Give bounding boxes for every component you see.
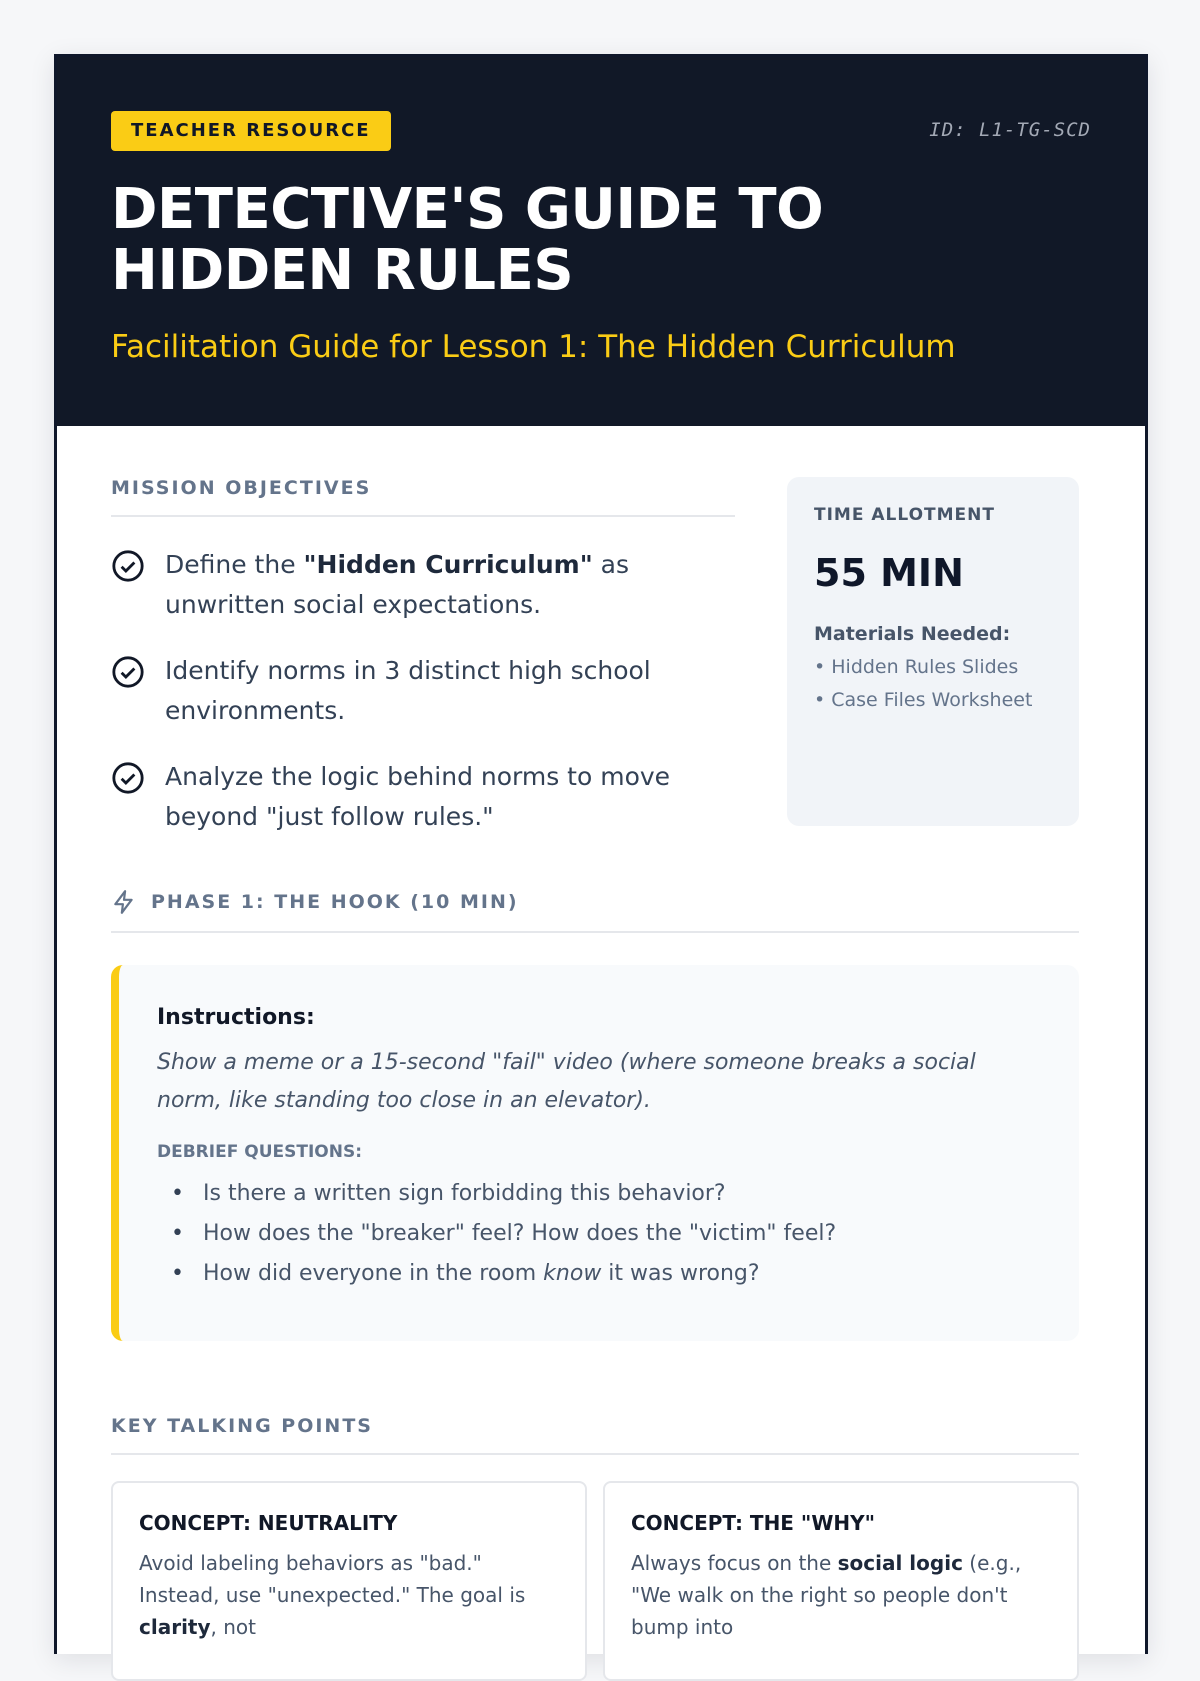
objective-item (111, 651, 735, 731)
check-circle-icon (111, 761, 145, 795)
concept-body (139, 1547, 559, 1643)
objective-text: Identify norms in 3 distinct high school environments. (165, 656, 651, 725)
concept-text-suffix: (e.g., "We walk on the right so people don't bump into (631, 1551, 1022, 1639)
question-emphasis: know (543, 1261, 602, 1286)
concept-card-why (603, 1481, 1079, 1681)
objectives-list (111, 545, 735, 837)
debrief-questions-list (157, 1174, 1041, 1294)
concept-text-suffix: , not (210, 1615, 256, 1639)
concept-keyword: clarity (139, 1615, 211, 1639)
instructions-text: Show a meme or a 15-second "fail" video (where someone breaks a social norm, like standing too close in an elevator). (157, 1050, 976, 1113)
concept-keyword: social logic (837, 1551, 963, 1575)
objective-text: Analyze the logic behind norms to move beyond "just follow rules." (165, 762, 671, 831)
question-prefix: How did everyone in the room (203, 1261, 544, 1286)
debrief-question: • Is there a written sign forbidding this behavior? (157, 1174, 1041, 1214)
instructions-heading: Instructions: (157, 1005, 315, 1030)
phase1-title: PHASE 1: THE HOOK (10 MIN) (151, 891, 519, 913)
objective-text-suffix: as unwritten social expectations. (165, 550, 630, 619)
check-circle-icon (111, 655, 145, 689)
objectives-section (111, 477, 735, 863)
time-allotment-box (787, 477, 1079, 826)
title-line-1: DETECTIVE'S GUIDE TO (111, 177, 824, 242)
objective-item (111, 545, 735, 625)
debrief-question: • How does the "breaker" feel? How does the "victim" feel? (157, 1214, 1041, 1254)
header-banner (57, 57, 1145, 426)
objectives-heading: MISSION OBJECTIVES (111, 477, 735, 517)
material-item: • Hidden Rules Slides (814, 656, 1019, 678)
debrief-heading: DEBRIEF QUESTIONS: (157, 1142, 362, 1162)
objective-item (111, 757, 735, 837)
teacher-resource-badge: TEACHER RESOURCE (111, 111, 391, 151)
document-id: ID: L1-TG-SCD (929, 119, 1091, 141)
hook-instructions-box (111, 965, 1079, 1341)
concept-body (631, 1547, 1051, 1643)
materials-heading: Materials Needed: (814, 623, 1011, 645)
title-line-2: HIDDEN RULES (111, 238, 574, 303)
page-title (111, 179, 1011, 301)
concept-text-prefix: Avoid labeling behaviors as "bad." Instead, use "unexpected." The goal is (139, 1551, 526, 1607)
objective-keyword: "Hidden Curriculum" (303, 550, 593, 579)
concept-title: CONCEPT: THE "WHY" (631, 1511, 876, 1535)
talking-points-title: KEY TALKING POINTS (111, 1415, 373, 1437)
debrief-question (157, 1254, 1041, 1294)
concept-card-neutrality (111, 1481, 587, 1681)
time-allotment-label: TIME ALLOTMENT (814, 505, 995, 525)
guide-card (54, 54, 1148, 1654)
talking-points-heading (111, 1415, 1079, 1455)
concept-title: CONCEPT: NEUTRALITY (139, 1511, 398, 1535)
check-circle-icon (111, 549, 145, 583)
time-allotment-value: 55 MIN (814, 551, 964, 595)
concept-text-prefix: Always focus on the (631, 1551, 838, 1575)
phase1-heading (111, 889, 1079, 933)
page-subtitle: Facilitation Guide for Lesson 1: The Hidden Curriculum (111, 329, 956, 365)
question-suffix: it was wrong? (601, 1261, 760, 1286)
material-item: • Case Files Worksheet (814, 689, 1033, 711)
lightning-bolt-icon (111, 889, 137, 915)
objective-text-prefix: Define the (165, 550, 304, 579)
